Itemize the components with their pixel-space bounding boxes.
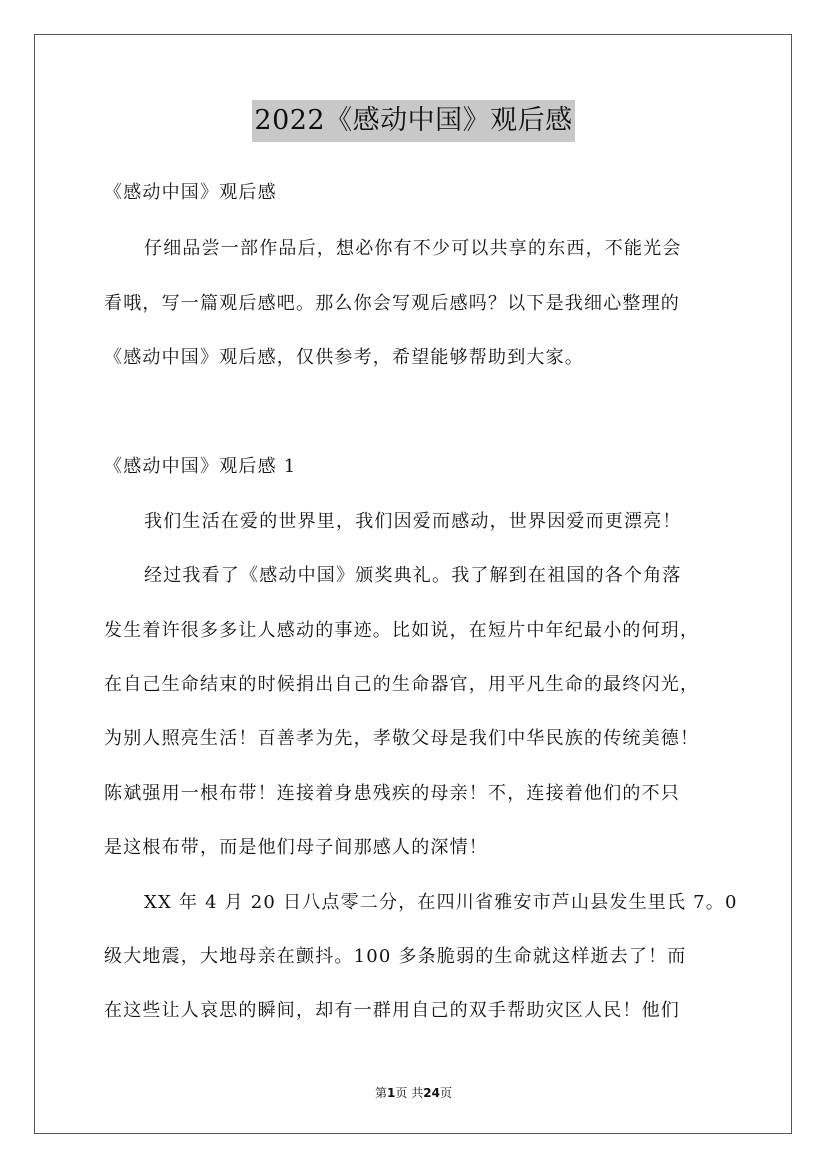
footer-suffix: 页: [439, 1086, 452, 1100]
footer-mid: 页 共: [395, 1086, 424, 1100]
body-line-3: 发生着许很多多让人感动的事迹。比如说，在短片中年纪最小的何玥，: [104, 620, 700, 641]
footer-current-page: 1: [387, 1086, 396, 1100]
body-line-1: 我们生活在爱的世界里，我们因爱而感动，世界因爱而更漂亮！: [144, 511, 682, 532]
footer-prefix: 第: [375, 1086, 388, 1100]
body-line-5: 为别人照亮生活！百善孝为先，孝敬父母是我们中华民族的传统美德！: [104, 728, 700, 749]
body-line-8: XX 年 4 月 20 日八点零二分，在四川省雅安市芦山县发生里氏 7。0: [144, 892, 738, 913]
body-line-4: 在自己生命结束的时候捐出自己的生命器官，用平凡生命的最终闪光，: [104, 674, 700, 695]
footer-total-pages: 24: [423, 1086, 440, 1100]
body-line-6: 陈斌强用一根布带！连接着身患残疾的母亲！不，连接着他们的不只: [104, 783, 680, 804]
intro-line-3: 《感动中国》观后感，仅供参考，希望能够帮助到大家。: [104, 347, 584, 368]
body-line-10: 在这些让人哀思的瞬间，却有一群用自己的双手帮助灾区人民！他们: [104, 1000, 680, 1021]
page-footer: [0, 1084, 827, 1101]
intro-line-2: 看哦，写一篇观后感吧。那么你会写观后感吗？以下是我细心整理的: [104, 293, 680, 314]
body-line-7: 是这根布带，而是他们母子间那感人的深情！: [104, 837, 488, 858]
document-title: 2022《感动中国》观后感: [252, 100, 574, 142]
body-line-2: 经过我看了《感动中国》颁奖典礼。我了解到在祖国的各个角落: [144, 565, 682, 586]
essay-heading: 《感动中国》观后感 1: [104, 456, 297, 477]
section-heading: 《感动中国》观后感: [104, 182, 277, 203]
title-block: [0, 100, 827, 142]
intro-line-1: 仔细品尝一部作品后，想必你有不少可以共享的东西，不能光会: [144, 238, 682, 259]
body-line-9: 级大地震，大地母亲在颤抖。100 多条脆弱的生命就这样逝去了！而: [104, 946, 687, 967]
